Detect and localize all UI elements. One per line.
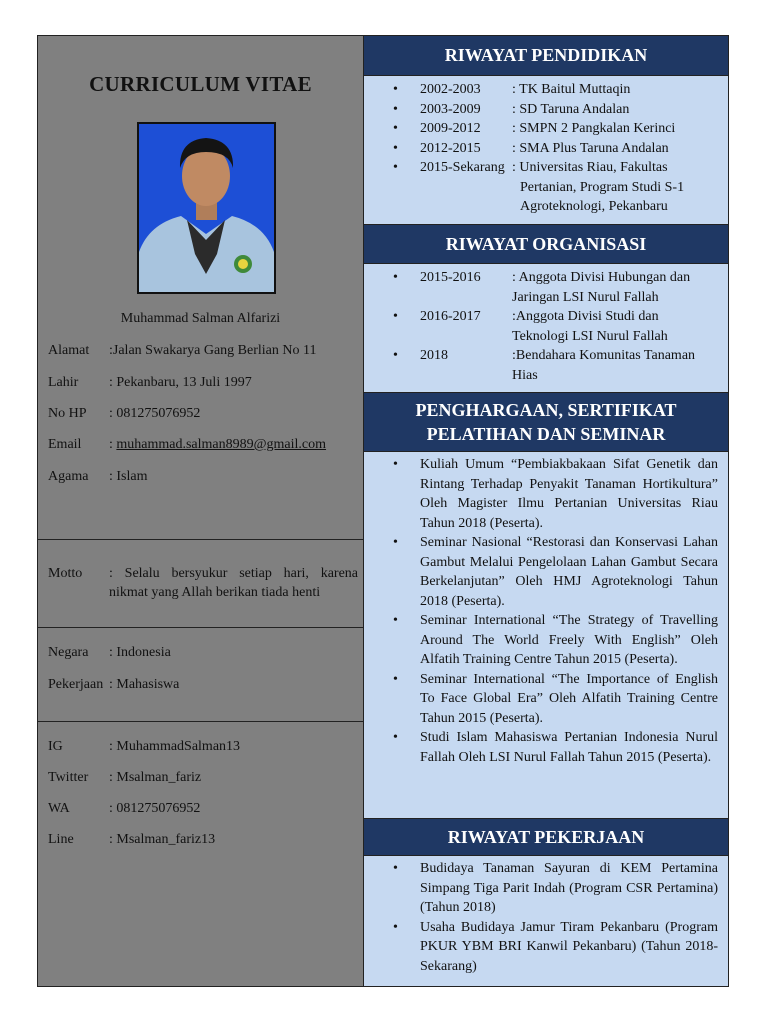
motto-section — [38, 540, 363, 628]
birth-label: Lahir — [48, 375, 79, 390]
country-row — [48, 645, 171, 661]
education-school: : SMA Plus Taruna Andalan — [512, 140, 669, 156]
address-label: Alamat — [48, 343, 90, 358]
organization-role: :Anggota Divisi Studi dan Teknologi LSI Nurul Fallah — [512, 309, 668, 344]
organization-heading: RIWAYAT ORGANISASI — [364, 224, 728, 264]
whatsapp-value: : 081275076952 — [109, 801, 201, 816]
right-column — [364, 36, 728, 986]
work-text: Budidaya Tanaman Sayuran di KEM Pertamina Simpang Tiga Parit Indah (Program CSR Pertamina) (Tahun 2018) — [420, 861, 718, 915]
award-item — [364, 728, 728, 767]
bullet-icon: • — [393, 309, 398, 324]
award-item — [364, 455, 728, 533]
bullet-icon: • — [393, 535, 398, 550]
education-item — [364, 80, 728, 100]
awards-heading-line1: PENGHARGAAN, SERTIFIKAT — [415, 400, 677, 420]
cv-page — [37, 35, 729, 987]
organization-item — [364, 346, 728, 385]
education-heading: RIWAYAT PENDIDIKAN — [364, 36, 728, 76]
bullet-icon: • — [393, 101, 398, 117]
award-item — [364, 670, 728, 729]
occupation-label: Pekerjaan — [48, 677, 104, 692]
religion-label: Agama — [48, 469, 89, 484]
education-year: 2002-2003 — [420, 82, 481, 97]
work-item — [364, 859, 728, 918]
bullet-icon: • — [393, 613, 398, 628]
left-column — [38, 36, 364, 986]
bullet-icon: • — [393, 82, 398, 97]
profile-section — [38, 36, 363, 540]
organization-section — [364, 264, 728, 392]
profile-photo — [137, 122, 276, 294]
bullet-icon: • — [393, 121, 398, 136]
work-section — [364, 856, 728, 986]
bullet-icon: • — [393, 861, 398, 876]
award-text: Seminar International “The Importance of English To Face Global Era” Oleh Alfatih Training Centre Tahun 2015 (Peserta). — [420, 671, 718, 726]
occupation-row — [48, 677, 179, 693]
bullet-icon: • — [393, 160, 398, 175]
phone-value: : 081275076952 — [109, 406, 201, 421]
award-item — [364, 611, 728, 670]
organization-item — [364, 268, 728, 307]
education-year: 2012-2015 — [420, 140, 481, 156]
birth-value: : Pekanbaru, 13 Juli 1997 — [109, 375, 252, 390]
bullet-icon: • — [393, 140, 398, 156]
email-row — [48, 437, 326, 453]
phone-row — [48, 406, 200, 422]
email-label: Email — [48, 437, 82, 452]
awards-heading-line2: PELATIHAN DAN SEMINAR — [426, 424, 666, 444]
education-year: 2009-2012 — [420, 121, 481, 136]
nationality-section — [38, 628, 363, 722]
education-section — [364, 76, 728, 224]
education-item — [364, 100, 728, 120]
phone-label: No HP — [48, 406, 87, 421]
awards-section — [364, 452, 728, 818]
motto-label: Motto — [48, 566, 83, 581]
instagram-label: IG — [48, 739, 63, 754]
work-item — [364, 918, 728, 977]
organization-item — [364, 307, 728, 346]
education-year: 2003-2009 — [420, 101, 481, 117]
organization-role: :Bendahara Komunitas Tanaman Hias — [512, 348, 696, 383]
education-item — [364, 119, 728, 139]
education-item — [364, 139, 728, 159]
line-label: Line — [48, 832, 74, 847]
education-item — [364, 158, 728, 217]
award-text: Seminar Nasional “Restorasi dan Konservasi Lahan Gambut Melalui Pengelolaan Lahan Gambut Secara Berkelanjutan” Oleh HMJ Agroteknologi Tahun 2018 (Peserta). — [420, 535, 718, 609]
line-row — [48, 832, 215, 848]
person-name: Muhammad Salman Alfarizi — [120, 311, 281, 326]
line-value: : Msalman_fariz13 — [109, 832, 216, 847]
twitter-value: : Msalman_fariz — [109, 770, 202, 785]
country-label: Negara — [48, 645, 89, 660]
education-school: : TK Baitul Muttaqin — [512, 82, 631, 97]
email-separator: : — [109, 437, 117, 452]
award-item — [364, 533, 728, 611]
twitter-label: Twitter — [48, 770, 89, 785]
country-value: : Indonesia — [109, 645, 171, 660]
work-text: Usaha Budidaya Jamur Tiram Pekanbaru (Program PKUR YBM BRI Kanwil Pekanbaru) (Tahun 2018-Sekarang) — [420, 919, 718, 974]
social-section — [38, 722, 363, 986]
award-text: Seminar International “The Strategy of Travelling Around The World Freely With English” Oleh Alfatih Training Centre Tahun 2015 (Peserta). — [420, 613, 718, 667]
instagram-row — [48, 739, 240, 755]
award-text: Studi Islam Mahasiswa Pertanian Indonesia Nurul Fallah Oleh LSI Nurul Fallah Tahun 2015 (Peserta). — [420, 730, 718, 765]
organization-year: 2018 — [420, 348, 448, 363]
education-school: : SMPN 2 Pangkalan Kerinci — [512, 121, 676, 136]
award-text: Kuliah Umum “Pembiakbakaan Sifat Genetik dan Rintang Terhadap Penyakit Tanaman Hortikultura” Oleh Magister Ilmu Pertanian Universitas Riau Tahun 2018 (Peserta). — [420, 457, 718, 531]
bullet-icon: • — [393, 730, 398, 745]
bullet-icon: • — [393, 671, 398, 687]
motto-row — [48, 564, 358, 602]
education-school: : Universitas Riau, Fakultas Pertanian, Program Studi S-1 Agroteknologi, Pekanbaru — [512, 160, 685, 214]
cv-title: CURRICULUM VITAE — [89, 72, 312, 96]
whatsapp-label: WA — [48, 801, 70, 816]
instagram-value: : MuhammadSalman13 — [109, 739, 241, 754]
education-school: : SD Taruna Andalan — [512, 101, 630, 117]
bullet-icon: • — [393, 270, 398, 285]
education-year: 2015-Sekarang — [420, 160, 505, 175]
whatsapp-row — [48, 801, 200, 817]
birth-row — [48, 375, 252, 391]
organization-year: 2016-2017 — [420, 309, 481, 324]
person-photo-icon — [139, 124, 274, 292]
religion-row — [48, 469, 148, 485]
organization-year: 2015-2016 — [420, 270, 481, 285]
motto-value: : Selalu bersyukur setiap hari, karena nikmat yang Allah berikan tiada henti — [109, 566, 358, 600]
twitter-row — [48, 770, 201, 786]
bullet-icon: • — [393, 348, 398, 363]
address-value: :Jalan Swakarya Gang Berlian No 11 — [109, 343, 317, 358]
work-heading: RIWAYAT PEKERJAAN — [364, 818, 728, 856]
address-row — [48, 343, 316, 359]
organization-role: : Anggota Divisi Hubungan dan Jaringan LSI Nurul Fallah — [512, 270, 691, 305]
bullet-icon: • — [393, 919, 398, 935]
bullet-icon: • — [393, 457, 398, 472]
religion-value: : Islam — [109, 469, 148, 484]
occupation-value: : Mahasiswa — [109, 677, 180, 692]
awards-heading — [364, 392, 728, 452]
email-link[interactable]: muhammad.salman8989@gmail.com — [116, 437, 327, 452]
